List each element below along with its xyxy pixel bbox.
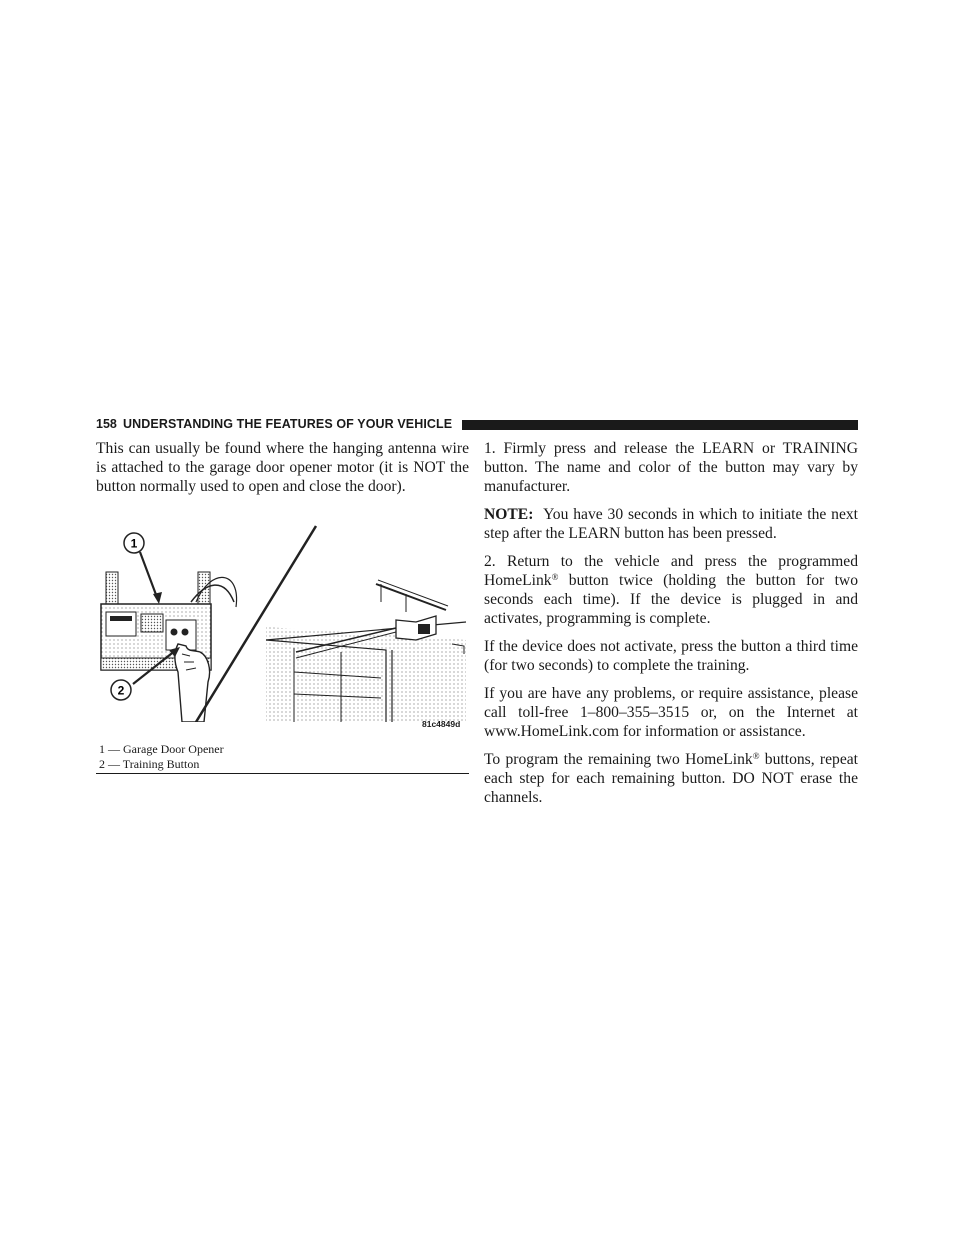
intro-paragraph: This can usually be found where the hanging antenna wire is attached to the garage door opener motor (it is NOT the button normally used to open and close the door). [96,440,469,495]
left-column [96,439,469,505]
callout-2 [111,680,131,700]
caption-training-button: 2 — Training Button [99,756,200,771]
note-label: NOTE: [484,506,534,523]
remaining-text-b: buttons, repeat each step for each remaining button. DO NOT erase the channels. [484,751,858,806]
remaining-text-a: To program the remaining two HomeLink [484,751,753,768]
callout-2-label: 2 [117,683,125,698]
garage-scene [266,580,466,722]
figure-captions [99,742,469,771]
page-number: 158 [96,417,117,431]
step-2-text-b: button twice (holding the button for two seconds each time). If the device is plugged in and activates, programming is complete. [484,572,858,627]
step-1-paragraph: 1. Firmly press and release the LEARN or TRAINING button. The name and color of the button may vary by manufacturer. [484,440,858,495]
right-column [484,439,858,816]
step-2-paragraph [484,552,858,628]
note-text: You have 30 seconds in which to initiate the next step after the LEARN button has been pressed. [484,506,858,542]
page-header [96,416,858,432]
caption-rule [96,773,469,774]
remaining-buttons-paragraph [484,750,858,807]
note-paragraph [484,505,858,543]
garage-opener-illustration [96,522,469,722]
section-title: UNDERSTANDING THE FEATURES OF YOUR VEHICLE [123,417,453,431]
callout-1-label: 1 [130,536,138,551]
third-time-paragraph: If the device does not activate, press the button a third time (for two seconds) to complete the training. [484,638,858,674]
caption-garage-door-opener: 1 — Garage Door Opener [99,742,224,756]
step-2-text-a: 2. Return to the vehicle and press the programmed HomeLink [484,553,858,589]
header-rule-bar [462,420,858,430]
assistance-paragraph: If you are have any problems, or require assistance, please call toll-free 1–800–355–3515 or, on the Internet at www.HomeLink.com for information or assistance. [484,685,858,740]
garage-opener-figure [96,522,469,729]
figure-code: 81c4849d [422,719,461,729]
registered-mark: ® [752,751,760,761]
registered-mark: ® [551,572,559,582]
callout-1 [124,533,144,553]
